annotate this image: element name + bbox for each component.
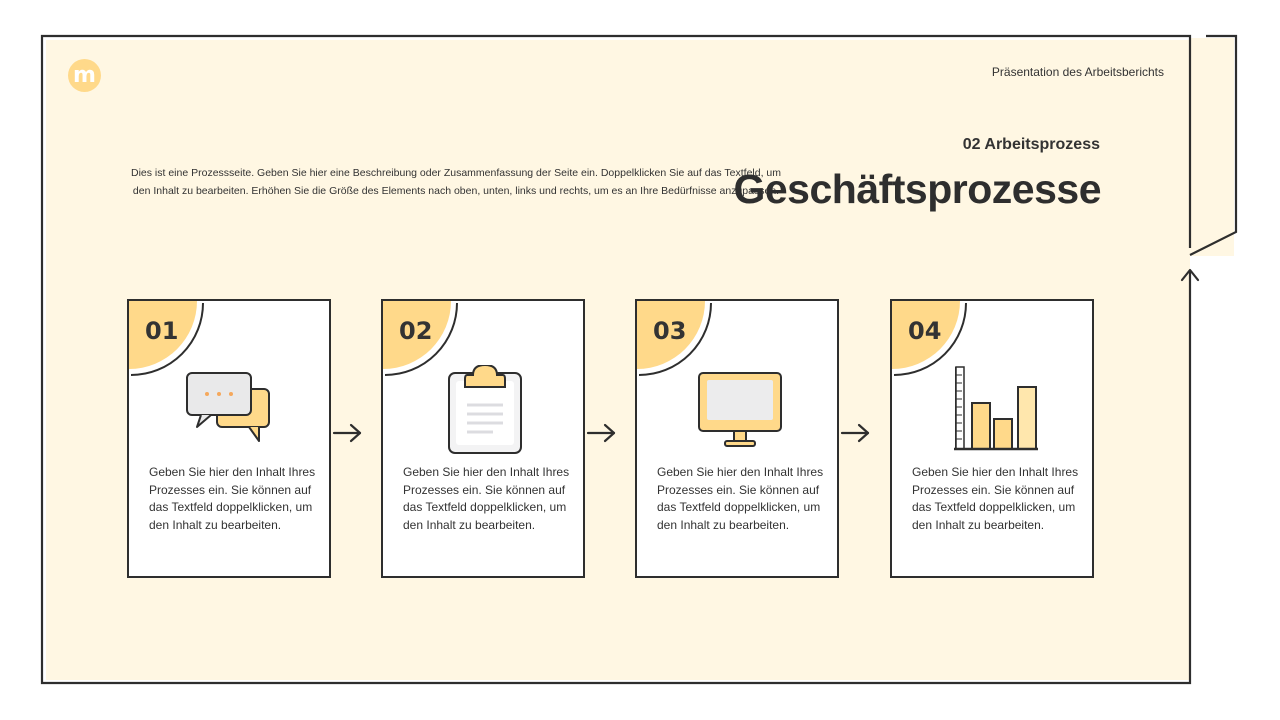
presentation-title: Präsentation des Arbeitsberichts bbox=[991, 65, 1164, 79]
card-number: 03 bbox=[653, 317, 687, 345]
monitor-icon bbox=[687, 365, 787, 455]
arrow-2-3 bbox=[588, 425, 614, 441]
card-text[interactable]: Geben Sie hier den Inhalt Ihres Prozesses ein. Sie können auf das Textfeld doppelklicken, um den Inhalt zu bearbeiten. bbox=[149, 465, 316, 532]
card-text[interactable]: Geben Sie hier den Inhalt Ihres Prozesses ein. Sie können auf das Textfeld doppelklicken, um den Inhalt zu bearbeiten. bbox=[403, 465, 570, 532]
section-label: 02 Arbeitsprozess bbox=[962, 136, 1100, 153]
process-card-1[interactable] bbox=[127, 299, 331, 578]
page-description[interactable]: Dies ist eine Prozessseite. Geben Sie hier eine Beschreibung oder Zusammenfassung der Seite ein. Doppelklicken Sie auf das Textfeld, um den Inhalt zu bearbeiten. Erhöhen Sie die Größe des Elements nach oben, unten, links und rechts, um es an Ihre Bedürfnisse anzupassen. bbox=[131, 167, 781, 197]
page-title: Geschäftsprozesse bbox=[733, 166, 1101, 212]
brand-logo: m bbox=[68, 59, 101, 92]
card-number: 01 bbox=[145, 317, 179, 345]
process-card-4[interactable] bbox=[890, 299, 1094, 578]
process-card-2[interactable] bbox=[381, 299, 585, 578]
chat-bubbles-icon bbox=[179, 365, 279, 455]
card-text[interactable]: Geben Sie hier den Inhalt Ihres Prozesses ein. Sie können auf das Textfeld doppelklicken, um den Inhalt zu bearbeiten. bbox=[657, 465, 824, 532]
arrow-3-4 bbox=[842, 425, 868, 441]
clipboard-icon bbox=[433, 365, 533, 457]
card-text[interactable]: Geben Sie hier den Inhalt Ihres Prozesses ein. Sie können auf das Textfeld doppelklicken, um den Inhalt zu bearbeiten. bbox=[912, 465, 1079, 532]
card-number: 04 bbox=[908, 317, 942, 345]
bar-chart-icon bbox=[942, 365, 1042, 457]
process-card-3[interactable] bbox=[635, 299, 839, 578]
arrow-1-2 bbox=[334, 425, 360, 441]
card-number: 02 bbox=[399, 317, 433, 345]
